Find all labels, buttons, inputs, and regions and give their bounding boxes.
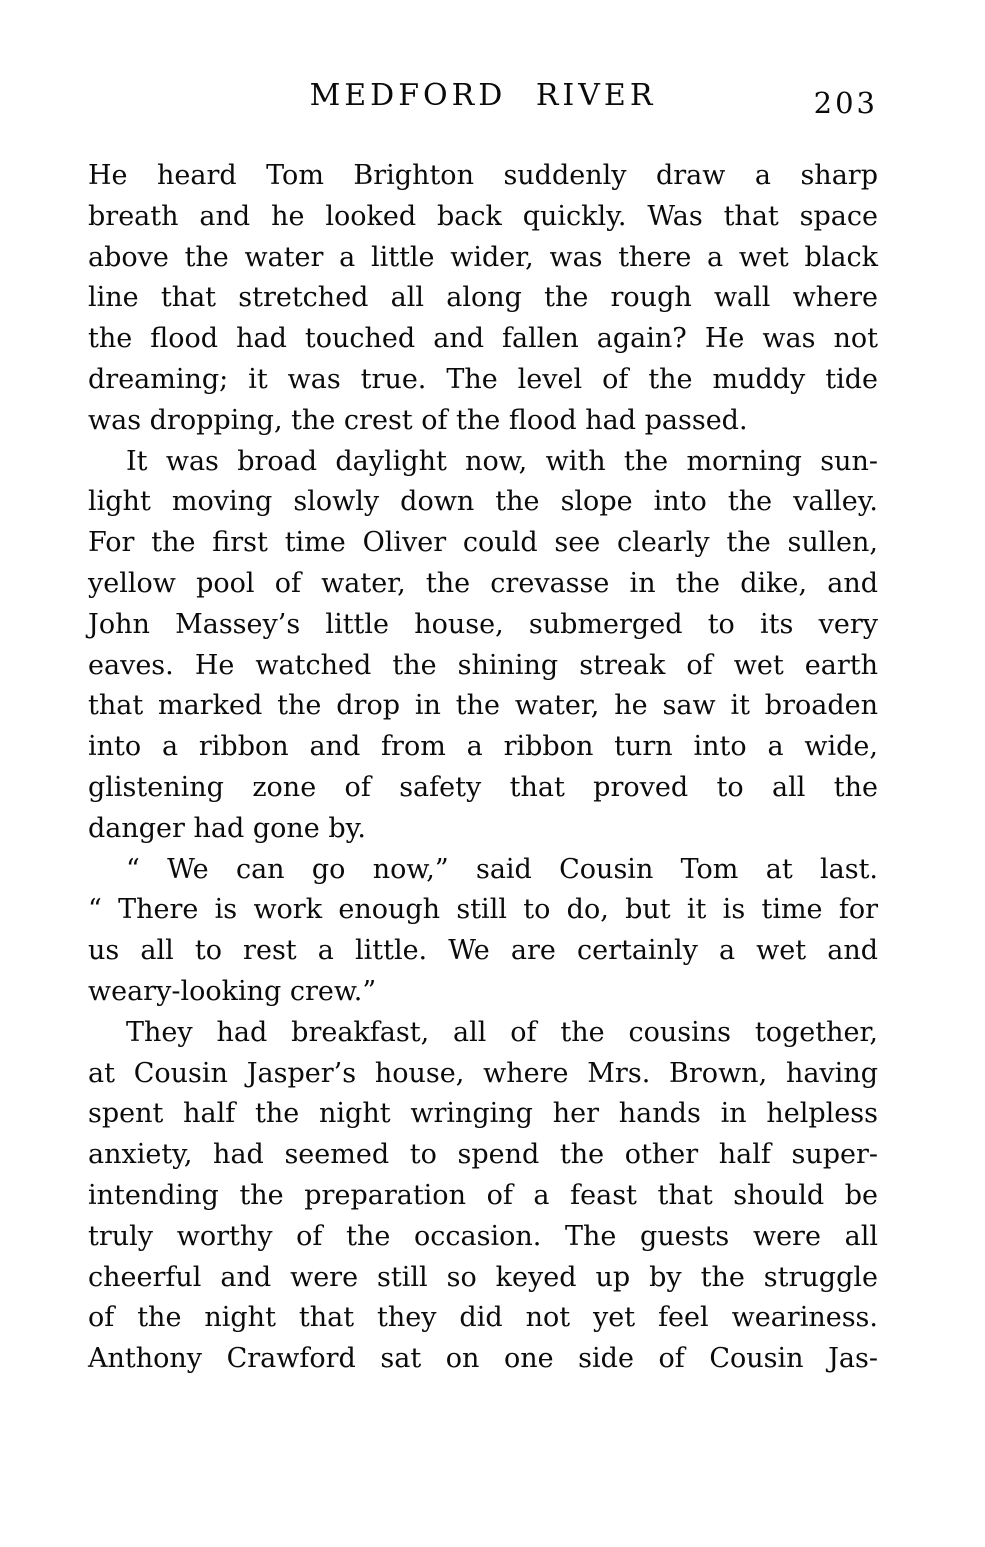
- text-line: weary-looking crew.”: [88, 975, 377, 1007]
- paragraph: [88, 1013, 878, 1380]
- text-line: truly worthy of the occasion. The guests were all: [88, 1220, 878, 1252]
- text-line: was dropping, the crest of the flood had passed.: [88, 404, 748, 436]
- text-line: For the first time Oliver could see clearly the sullen,: [88, 527, 878, 559]
- text-line: dreaming; it was true. The level of the muddy tide: [88, 363, 878, 395]
- paragraph: [88, 442, 878, 850]
- text-line: He heard Tom Brighton suddenly draw a sharp: [88, 160, 878, 191]
- text-line: anxiety, had seemed to spend the other half super-: [88, 1139, 878, 1171]
- text-line: line that stretched all along the rough wall where: [88, 282, 878, 314]
- text-line: the flood had touched and fallen again? He was not: [88, 323, 878, 355]
- text-line: of the night that they did not yet feel weariness.: [88, 1302, 878, 1334]
- paragraph: [88, 156, 878, 442]
- text-line: at Cousin Jasper’s house, where Mrs. Brown, having: [88, 1057, 878, 1089]
- text-line: spent half the night wringing her hands in helpless: [88, 1098, 878, 1130]
- text-line: glistening zone of safety that proved to all the: [88, 771, 878, 803]
- text-line: that marked the drop in the water, he saw it broaden: [88, 690, 878, 722]
- text-line: yellow pool of water, the crevasse in the dike, and: [88, 567, 878, 599]
- text-line: cheerful and were still so keyed up by the struggle: [88, 1261, 878, 1293]
- running-title: MEDFORD RIVER: [309, 78, 657, 113]
- text-line: us all to rest a little. We are certainly a wet and: [88, 935, 878, 967]
- page-number: 203: [813, 86, 878, 120]
- paragraph: [88, 850, 878, 1013]
- text-line: light moving slowly down the slope into the valley.: [88, 486, 878, 518]
- text-line: eaves. He watched the shining streak of wet earth: [88, 649, 878, 681]
- text-line: It was broad daylight now, with the morning sun-: [126, 445, 878, 477]
- text-line: into a ribbon and from a ribbon turn into a wide,: [88, 731, 878, 763]
- text-line: John Massey’s little house, submerged to its very: [88, 608, 878, 640]
- text-line: “ We can go now,” said Cousin Tom at last.: [126, 853, 878, 885]
- page-body: [88, 156, 878, 1380]
- text-line: “ There is work enough still to do, but it is time for: [88, 894, 878, 926]
- text-line: breath and he looked back quickly. Was that space: [88, 200, 878, 232]
- text-line: intending the preparation of a feast that should be: [88, 1179, 878, 1211]
- text-line: above the water a little wider, was there a wet black: [88, 241, 878, 273]
- page-header: [88, 78, 878, 122]
- text-line: They had breakfast, all of the cousins together,: [126, 1016, 878, 1048]
- text-line: danger had gone by.: [88, 812, 366, 844]
- text-line: Anthony Crawford sat on one side of Cousin Jas-: [88, 1343, 878, 1375]
